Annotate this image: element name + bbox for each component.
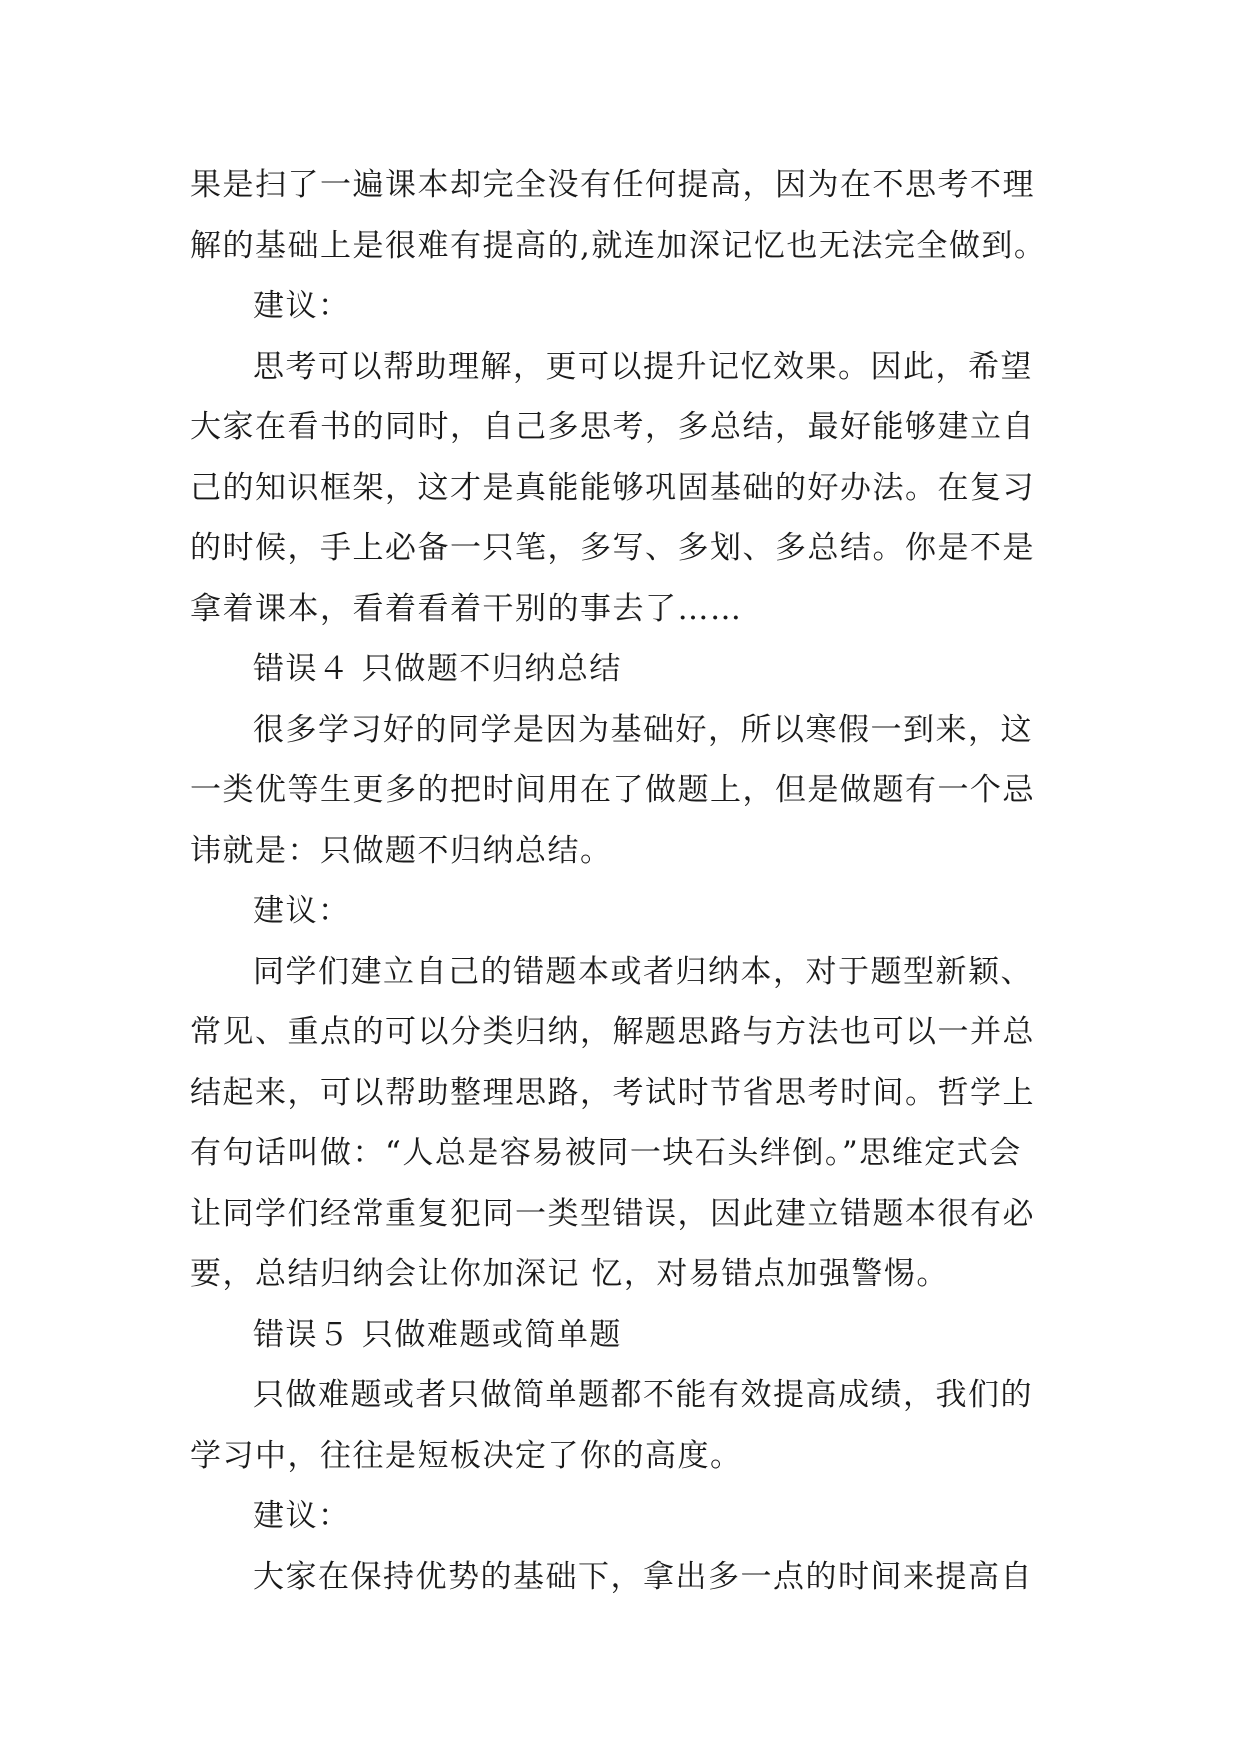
text-line: 建议： (253, 893, 351, 929)
text-line: 错误５ 只做难题或简单题 (253, 1316, 622, 1353)
text-line: 让同学们经常重复犯同一类型错误，因此建立错题本很有必 (190, 1195, 1035, 1232)
text-line: 要，总结归纳会让你加深记 忆，对易错点加强警惕。 (190, 1256, 949, 1292)
text-line: 果是扫了一遍课本却完全没有任何提高，因为在不思考不理 (190, 167, 1035, 203)
text-line: 大家在看书的同时，自己多思考，多总结，最好能够建立自 (190, 409, 1035, 445)
text-line: 己的知识框架，这才是真能能够巩固基础的好办法。在复习 (190, 469, 1035, 506)
text-line: 解的基础上是很难有提高的,就连加深记忆也无法完全做到。 (190, 227, 1047, 264)
text-line: 学习中，往往是短板决定了你的高度。 (190, 1437, 743, 1474)
text-line: 讳就是：只做题不归纳总结。 (190, 832, 613, 869)
text-line: 结起来，可以帮助整理思路，考试时节省思考时间。哲学上 (190, 1074, 1035, 1111)
text-line: 同学们建立自己的错题本或者归纳本，对于题型新颖、 (253, 953, 1033, 990)
text-line: 拿着课本，看着看着干别的事去了…… (190, 590, 743, 627)
text-line: 有句话叫做：“人总是容易被同一块石头绊倒。”思维定式会 (190, 1135, 1022, 1171)
text-line: 思考可以帮助理解，更可以提升记忆效果。因此，希望 (253, 348, 1033, 385)
text-line: 建议： (253, 288, 351, 324)
text-line: 的时候，手上必备一只笔，多写、多划、多总结。你是不是 (190, 530, 1035, 566)
text-line: 一类优等生更多的把时间用在了做题上，但是做题有一个忌 (190, 772, 1035, 808)
text-line: 大家在保持优势的基础下，拿出多一点的时间来提高自 (253, 1558, 1033, 1595)
text-line: 错误４ 只做题不归纳总结 (253, 651, 622, 687)
text-line: 常见、重点的可以分类归纳，解题思路与方法也可以一并总 (190, 1014, 1035, 1050)
text-line: 很多学习好的同学是因为基础好，所以寒假一到来，这 (253, 711, 1033, 748)
text-line: 只做难题或者只做简单题都不能有效提高成绩，我们的 (253, 1377, 1033, 1413)
document-body (190, 155, 1070, 1607)
text-line: 建议： (253, 1498, 351, 1534)
